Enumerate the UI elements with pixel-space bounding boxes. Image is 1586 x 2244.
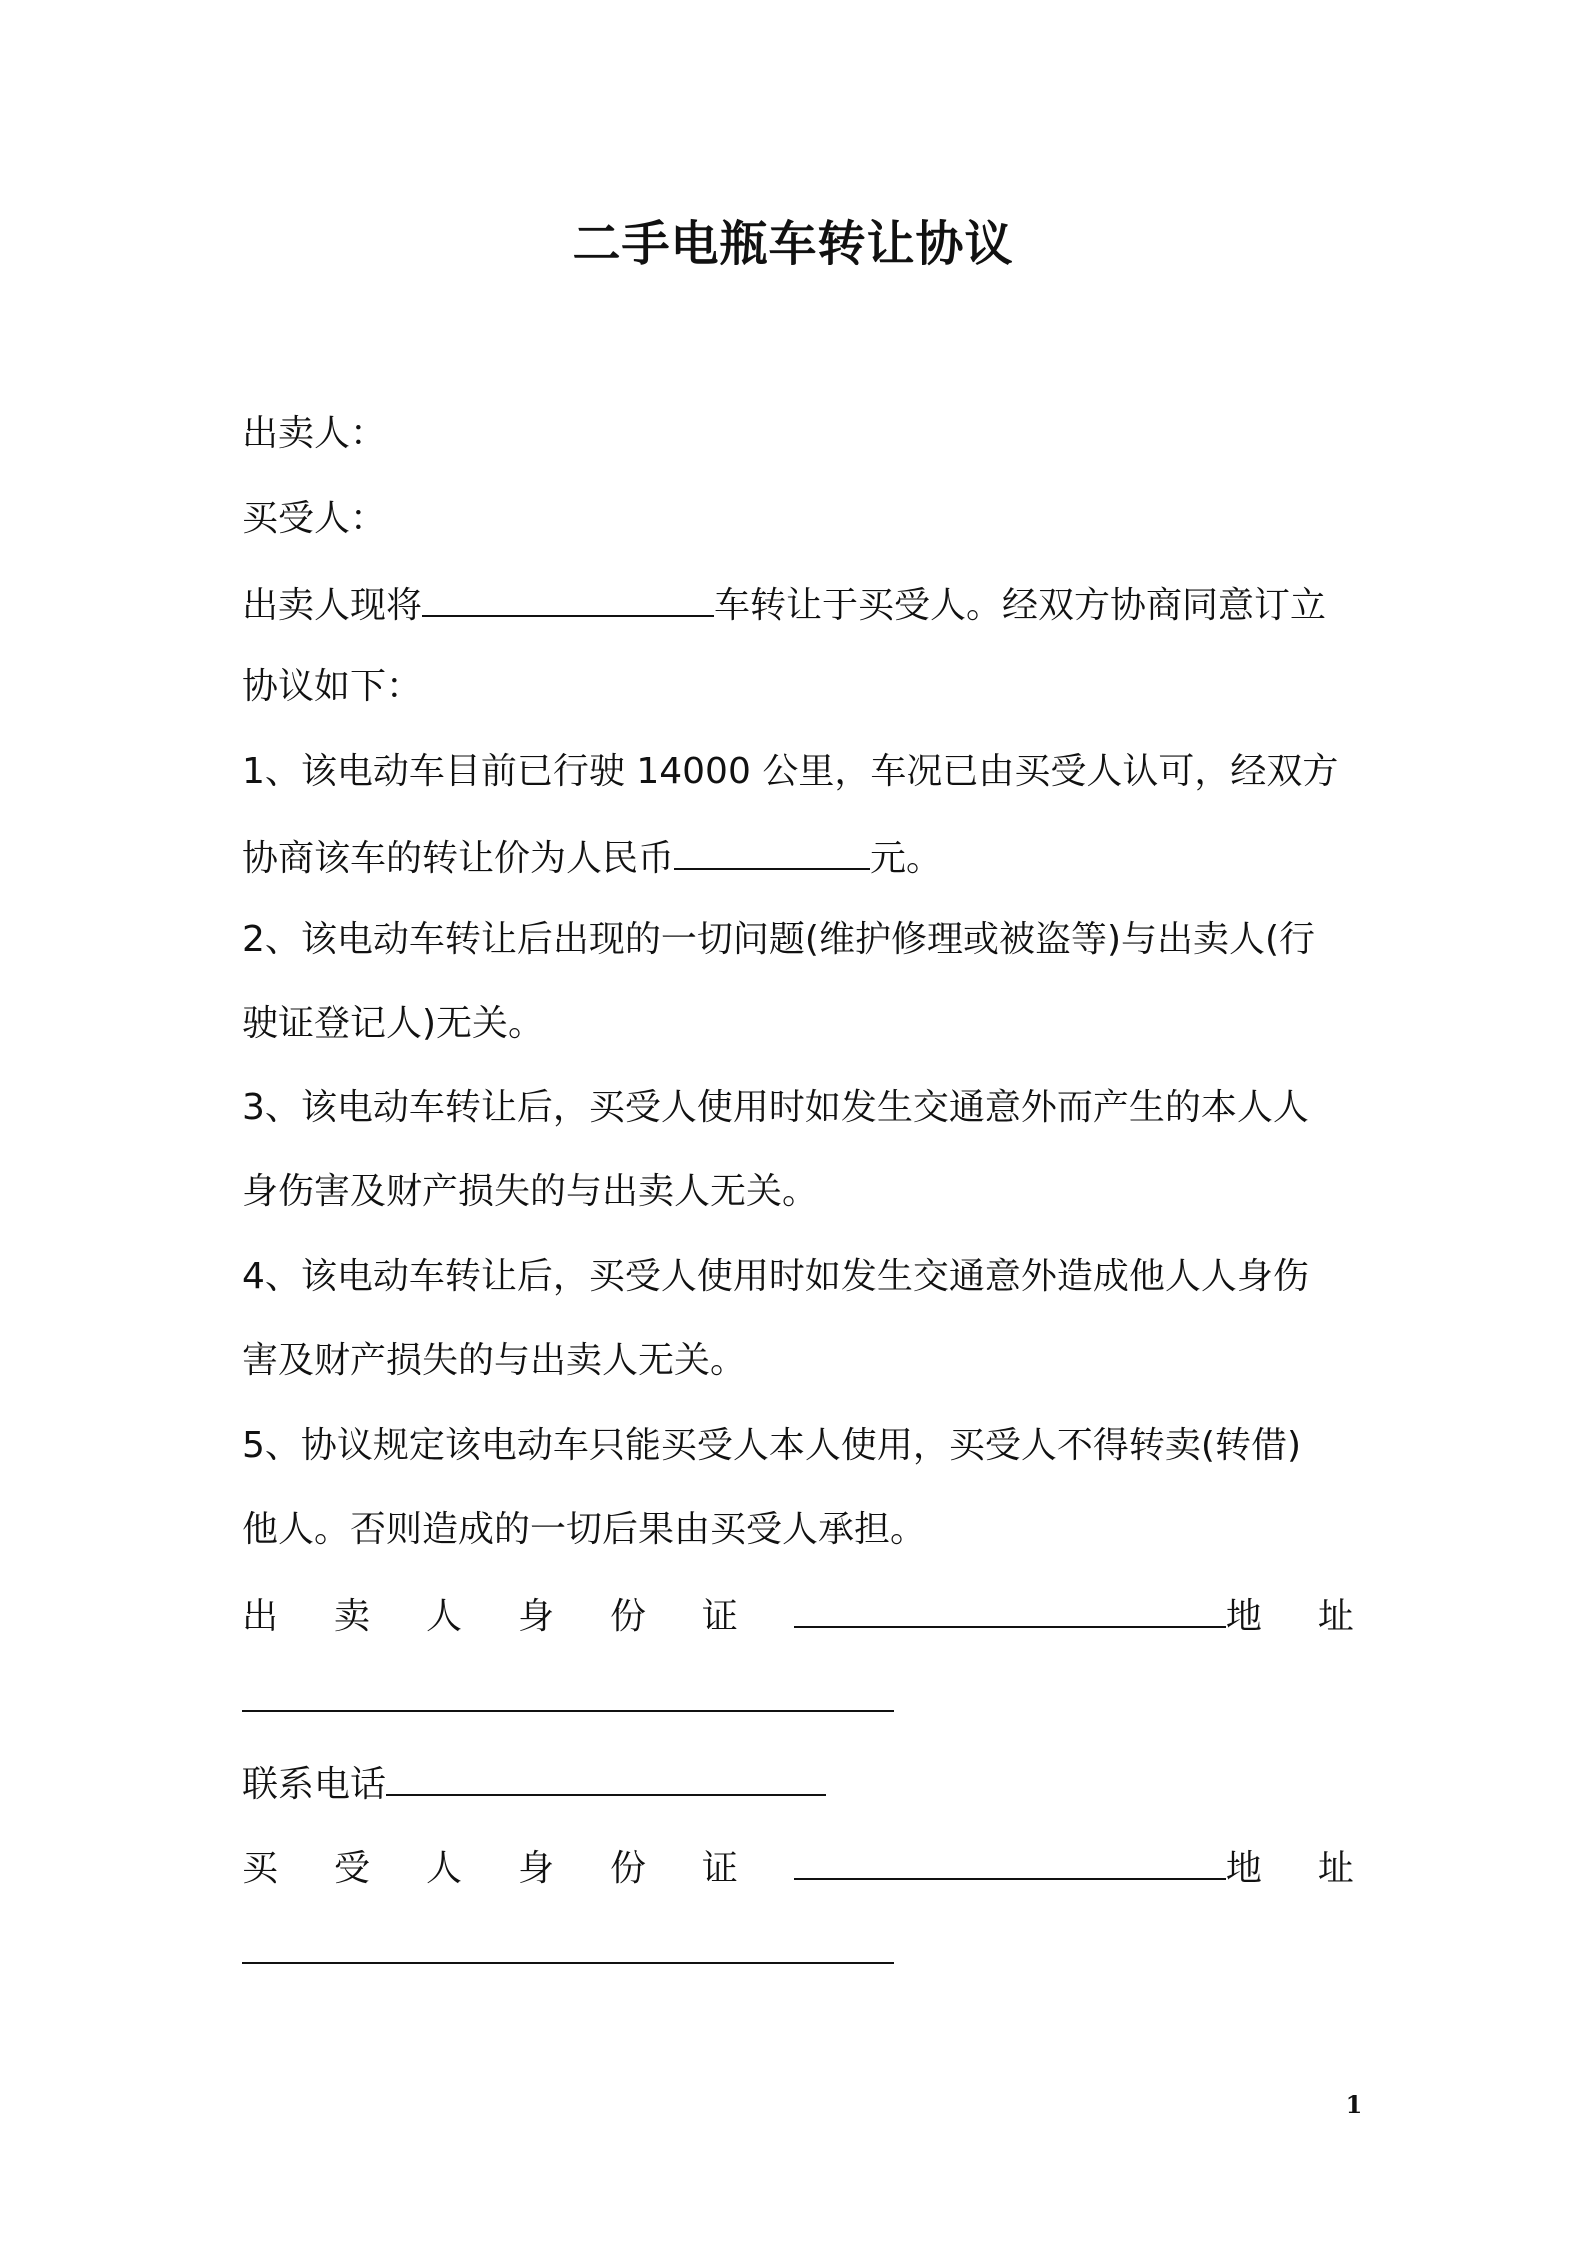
intro-suffix: 车转让于买受人。经双方协商同意订立 bbox=[714, 585, 1327, 626]
buyer-id-char: 买 bbox=[242, 1848, 279, 1889]
clause-1-line-2 bbox=[242, 828, 1354, 887]
seller-id-char: 出 bbox=[242, 1596, 279, 1637]
buyer-id-char: 人 bbox=[425, 1848, 462, 1889]
address-char: 地 bbox=[1225, 1848, 1262, 1889]
intro-line bbox=[242, 575, 1354, 634]
vehicle-blank bbox=[422, 575, 714, 617]
clause-3-line-1: 3、该电动车转让后，买受人使用时如发生交通意外而产生的本人人 bbox=[242, 1087, 1309, 1128]
clause-4-line-2: 害及财产损失的与出卖人无关。 bbox=[242, 1340, 747, 1381]
phone-label: 联系电话 bbox=[242, 1764, 387, 1805]
address-char: 地 bbox=[1225, 1596, 1262, 1637]
phone-line bbox=[242, 1754, 1354, 1813]
price-blank bbox=[674, 828, 870, 870]
address-char: 址 bbox=[1317, 1596, 1354, 1637]
seller-address-line bbox=[242, 1670, 1354, 1729]
price-prefix: 协商该车的转让价为人民币 bbox=[242, 838, 675, 879]
clause-1-line-1: 1、该电动车目前已行驶 14000 公里，车况已由买受人认可，经双方 bbox=[242, 751, 1339, 792]
seller-id-blank bbox=[794, 1586, 1226, 1628]
price-suffix: 元。 bbox=[870, 838, 943, 879]
seller-id-char: 卖 bbox=[333, 1596, 370, 1637]
seller-id-char: 身 bbox=[517, 1596, 554, 1637]
phone-blank bbox=[386, 1754, 826, 1796]
intro-continuation: 协议如下： bbox=[242, 666, 423, 707]
clause-2-line-1: 2、该电动车转让后出现的一切问题(维护修理或被盗等)与出卖人(行 bbox=[242, 919, 1316, 960]
seller-id-group bbox=[794, 1586, 1262, 1645]
buyer-address-blank bbox=[242, 1922, 894, 1964]
intro-prefix: 出卖人现将 bbox=[242, 585, 423, 626]
buyer-address-line bbox=[242, 1922, 1354, 1981]
buyer-id-group bbox=[794, 1838, 1262, 1897]
clause-4-line-1: 4、该电动车转让后，买受人使用时如发生交通意外造成他人人身伤 bbox=[242, 1256, 1309, 1297]
address-char: 址 bbox=[1317, 1848, 1354, 1889]
buyer-id-line bbox=[242, 1838, 1354, 1897]
buyer-id-char: 身 bbox=[517, 1848, 554, 1889]
seller-label: 出卖人： bbox=[242, 413, 387, 454]
seller-id-char: 人 bbox=[425, 1596, 462, 1637]
buyer-id-char: 受 bbox=[333, 1848, 370, 1889]
clause-3-line-2: 身伤害及财产损失的与出卖人无关。 bbox=[242, 1171, 819, 1212]
clause-5-line-2: 他人。否则造成的一切后果由买受人承担。 bbox=[242, 1509, 927, 1550]
seller-id-line bbox=[242, 1586, 1354, 1645]
buyer-id-char: 份 bbox=[609, 1848, 646, 1889]
clause-2-line-2: 驶证登记人)无关。 bbox=[242, 1003, 545, 1044]
clause-5-line-1: 5、协议规定该电动车只能买受人本人使用，买受人不得转卖(转借) bbox=[242, 1425, 1301, 1466]
document-title: 二手电瓶车转让协议 bbox=[572, 216, 1014, 272]
page-number: 1 bbox=[1345, 2090, 1363, 2119]
seller-id-char: 证 bbox=[701, 1596, 738, 1637]
seller-address-blank bbox=[242, 1670, 894, 1712]
buyer-id-blank bbox=[794, 1838, 1226, 1880]
buyer-id-char: 证 bbox=[701, 1848, 738, 1889]
buyer-label: 买受人： bbox=[242, 498, 387, 539]
seller-id-char: 份 bbox=[609, 1596, 646, 1637]
